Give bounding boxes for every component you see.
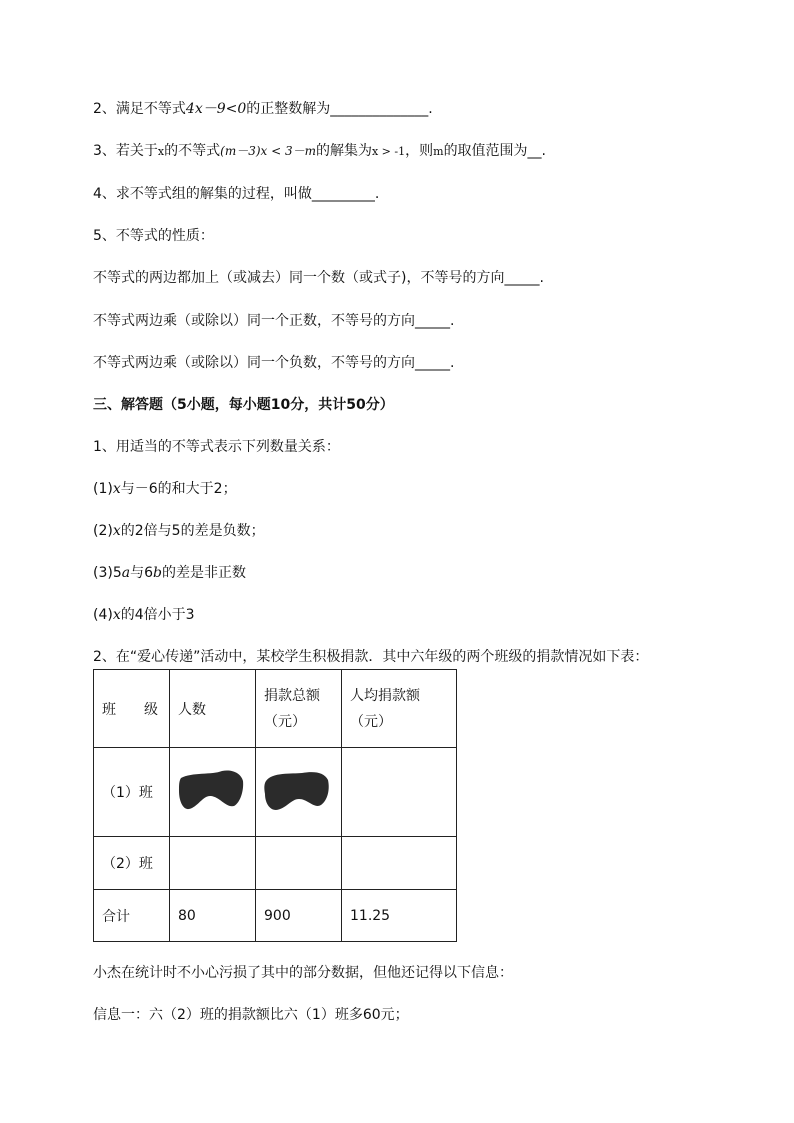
inequality-expr: 4x－9<0 — [185, 101, 247, 117]
row-class-label: （2）班 — [94, 837, 170, 890]
answer-item-2: (2)x的2倍与5的差是负数； — [93, 523, 265, 539]
table-header-row — [94, 670, 457, 748]
total-count: 80 — [170, 890, 256, 942]
row-class-label: （1）班 — [94, 748, 170, 837]
table-row — [94, 837, 457, 890]
property-multiply-positive: 不等式两边乘（或除以）同一个正数，不等号的方向_____. — [93, 313, 455, 329]
answer-item-1: (1)x与－6的和大于2； — [93, 481, 237, 497]
question-4-fill: 4、求不等式组的解集的过程，叫做_________. — [93, 186, 380, 202]
question-3-fill: 3、若关于x的不等式(m－3)x < 3－m的解集为x > -1，则m的取值范围为__. — [93, 143, 547, 159]
ink-stain-icon — [264, 769, 330, 811]
question-5-title: 5、不等式的性质： — [93, 228, 214, 244]
section-heading: 三、解答题（5小题，每小题10分，共计50分） — [93, 397, 394, 413]
row-class-label: 合计 — [94, 890, 170, 942]
answer-item-4: (4)x的4倍小于3 — [93, 607, 195, 623]
answer-question-1-title: 1、用适当的不等式表示下列数量关系： — [93, 439, 340, 455]
answer-question-2-intro: 2、在“爱心传递”活动中，某校学生积极捐款．其中六年级的两个班级的捐款情况如下表： — [93, 649, 649, 665]
stained-cell — [256, 748, 342, 837]
header-cell-count: 人数 — [170, 670, 256, 748]
header-cell-total: 捐款总额（元） — [256, 670, 342, 748]
answer-item-3: (3)5a与6b的差是非正数 — [93, 565, 246, 581]
table-cell — [342, 748, 457, 837]
header-cell-average: 人均捐款额（元） — [342, 670, 457, 748]
stained-note: 小杰在统计时不小心污损了其中的部分数据，但他还记得以下信息： — [93, 965, 513, 981]
stained-cell — [170, 748, 256, 837]
solution-set: x > -1 — [371, 145, 406, 158]
table-cell — [256, 837, 342, 890]
property-add-subtract: 不等式的两边都加上（或减去）同一个数（或式子)，不等号的方向_____. — [93, 270, 544, 286]
table-cell — [170, 837, 256, 890]
question-2-fill: 2、满足不等式4x－9<0的正整数解为______________. — [93, 101, 433, 117]
average-donation: 11.25 — [342, 890, 457, 942]
table-row — [94, 748, 457, 837]
info-one: 信息一：六（2）班的捐款额比六（1）班多60元； — [93, 1007, 409, 1023]
header-cell-class: 班 级 — [94, 670, 170, 748]
table-cell — [342, 837, 457, 890]
inequality-expr: (m－3)x < 3－m — [220, 144, 316, 158]
ink-stain-icon — [178, 769, 244, 811]
table-row-total — [94, 890, 457, 942]
total-donation: 900 — [256, 890, 342, 942]
property-multiply-negative: 不等式两边乘（或除以）同一个负数，不等号的方向_____. — [93, 355, 455, 371]
donation-table — [93, 669, 457, 942]
